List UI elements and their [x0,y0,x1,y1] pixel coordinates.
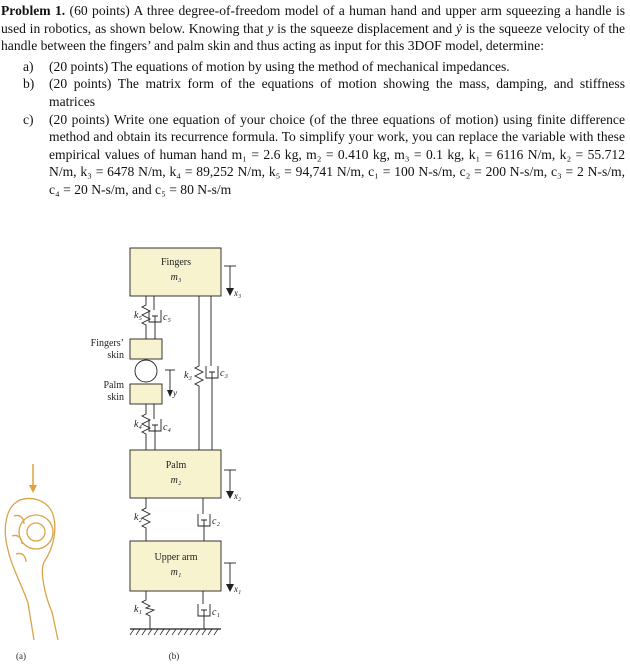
damper-c1 [198,591,210,629]
var-y: y [267,20,274,36]
label-k1: k₁ [134,604,142,615]
caption-a: (a) [16,651,26,661]
damper-c5 [149,296,161,339]
label-k4: k₄ [134,419,142,430]
intro-text-3: is the squeeze velocity of the handle between the fingers’ and palm skin and thus acting as input for this 3DOF model, determine: [1,20,625,54]
intro-text-1: A three degree-of-freedom model of a human hand and upper arm squeezing a handle is used in robotics, as shown below. Knowing that [1,3,626,36]
label-palm: Palm [165,460,187,471]
label-fingers: Fingers [161,257,191,268]
part-label: b) [23,76,35,92]
part-label: c) [23,111,34,127]
label-palm-skin-1: Palm [103,380,124,391]
damper-c3 [206,296,218,450]
handle-ring-outer [19,515,53,549]
label-x3: x₃ [234,288,242,298]
part-text: (20 points) The equations of motion by using the method of mechanical impedances. [49,58,510,74]
palm-skin-block [130,384,162,404]
mass-palm [130,450,221,498]
label-m2: m₂ [170,475,182,486]
part-text: (20 points) The matrix form of the equations of motion showing the mass, damping, and stiffness matrices [49,76,625,109]
intro-text-2: is the squeeze displacement and [277,20,453,36]
parts-list [23,58,625,199]
hand-outline [5,499,58,641]
label-fingers-skin-2: skin [107,350,124,361]
label-x1: x₁ [234,584,242,594]
squeeze-arrowhead [29,485,37,493]
label-c5: c₅ [163,312,171,323]
var-ydot: ẏ [455,20,463,36]
label-c1: c₁ [212,607,220,618]
handle-circle [135,360,157,382]
arrowhead-x3 [226,288,234,296]
label-k2: k₂ [134,512,142,523]
arrowhead-x2 [226,491,234,499]
label-y: y [173,388,177,398]
problem-points: (60 points) [69,3,130,18]
part-c [23,111,625,199]
spring-k3 [195,296,203,450]
label-c3: c₃ [220,368,228,379]
part-text: (20 points) Write one equation of your choice (of the three equations of motion) using finite difference method and obtain its recurrence formula. To simplify your work, you can replace the variable with these empirical values of human hand m₁ = 2.6 kg, m₂ = 0.410 kg, m₃ = 0.1 kg, k₁ = 6116 N/m, k₂ = 55.712 N/m, k₃ = 6478 N/m, k₄ = 89,252 N/m, k₅ = 94,741 N/m, c₁ = 100 N-s/m, c₂ = 200 N-s/m, c₃ = 2 N-s/m, c₄ = 20 N-s/m, and c₅ = 80 N-s/m [49,111,625,197]
ground-hatch [130,629,218,635]
part-label: a) [23,58,34,74]
part-a [23,58,625,76]
problem-statement [1,2,625,199]
fingers-skin-block [130,339,162,359]
problem-heading: Problem 1. [1,3,66,18]
hand-sketch [5,464,58,640]
arrowhead-x1 [226,584,234,592]
label-c4: c₄ [163,422,171,433]
label-c2: c₂ [212,516,220,527]
damper-c4 [149,404,161,450]
label-x2: x₂ [234,491,242,501]
finger-lines [12,515,26,562]
label-m1: m₁ [170,567,182,578]
caption-b: (b) [168,651,180,661]
label-k3: k₃ [184,370,192,381]
model-figure [0,236,630,665]
label-m3: m₃ [170,272,182,283]
spring-k1 [142,591,154,629]
problem-intro [1,2,625,55]
label-palm-skin-2: skin [107,392,124,403]
label-fingers-skin-1: Fingers’ [90,338,124,349]
damper-c2 [198,498,210,541]
handle-ring-inner [27,523,45,541]
mass-upper-arm [130,541,221,591]
label-upper-arm: Upper arm [154,552,198,563]
part-b [23,75,625,110]
spring-k2 [142,498,150,541]
label-k5: k₅ [134,310,142,321]
